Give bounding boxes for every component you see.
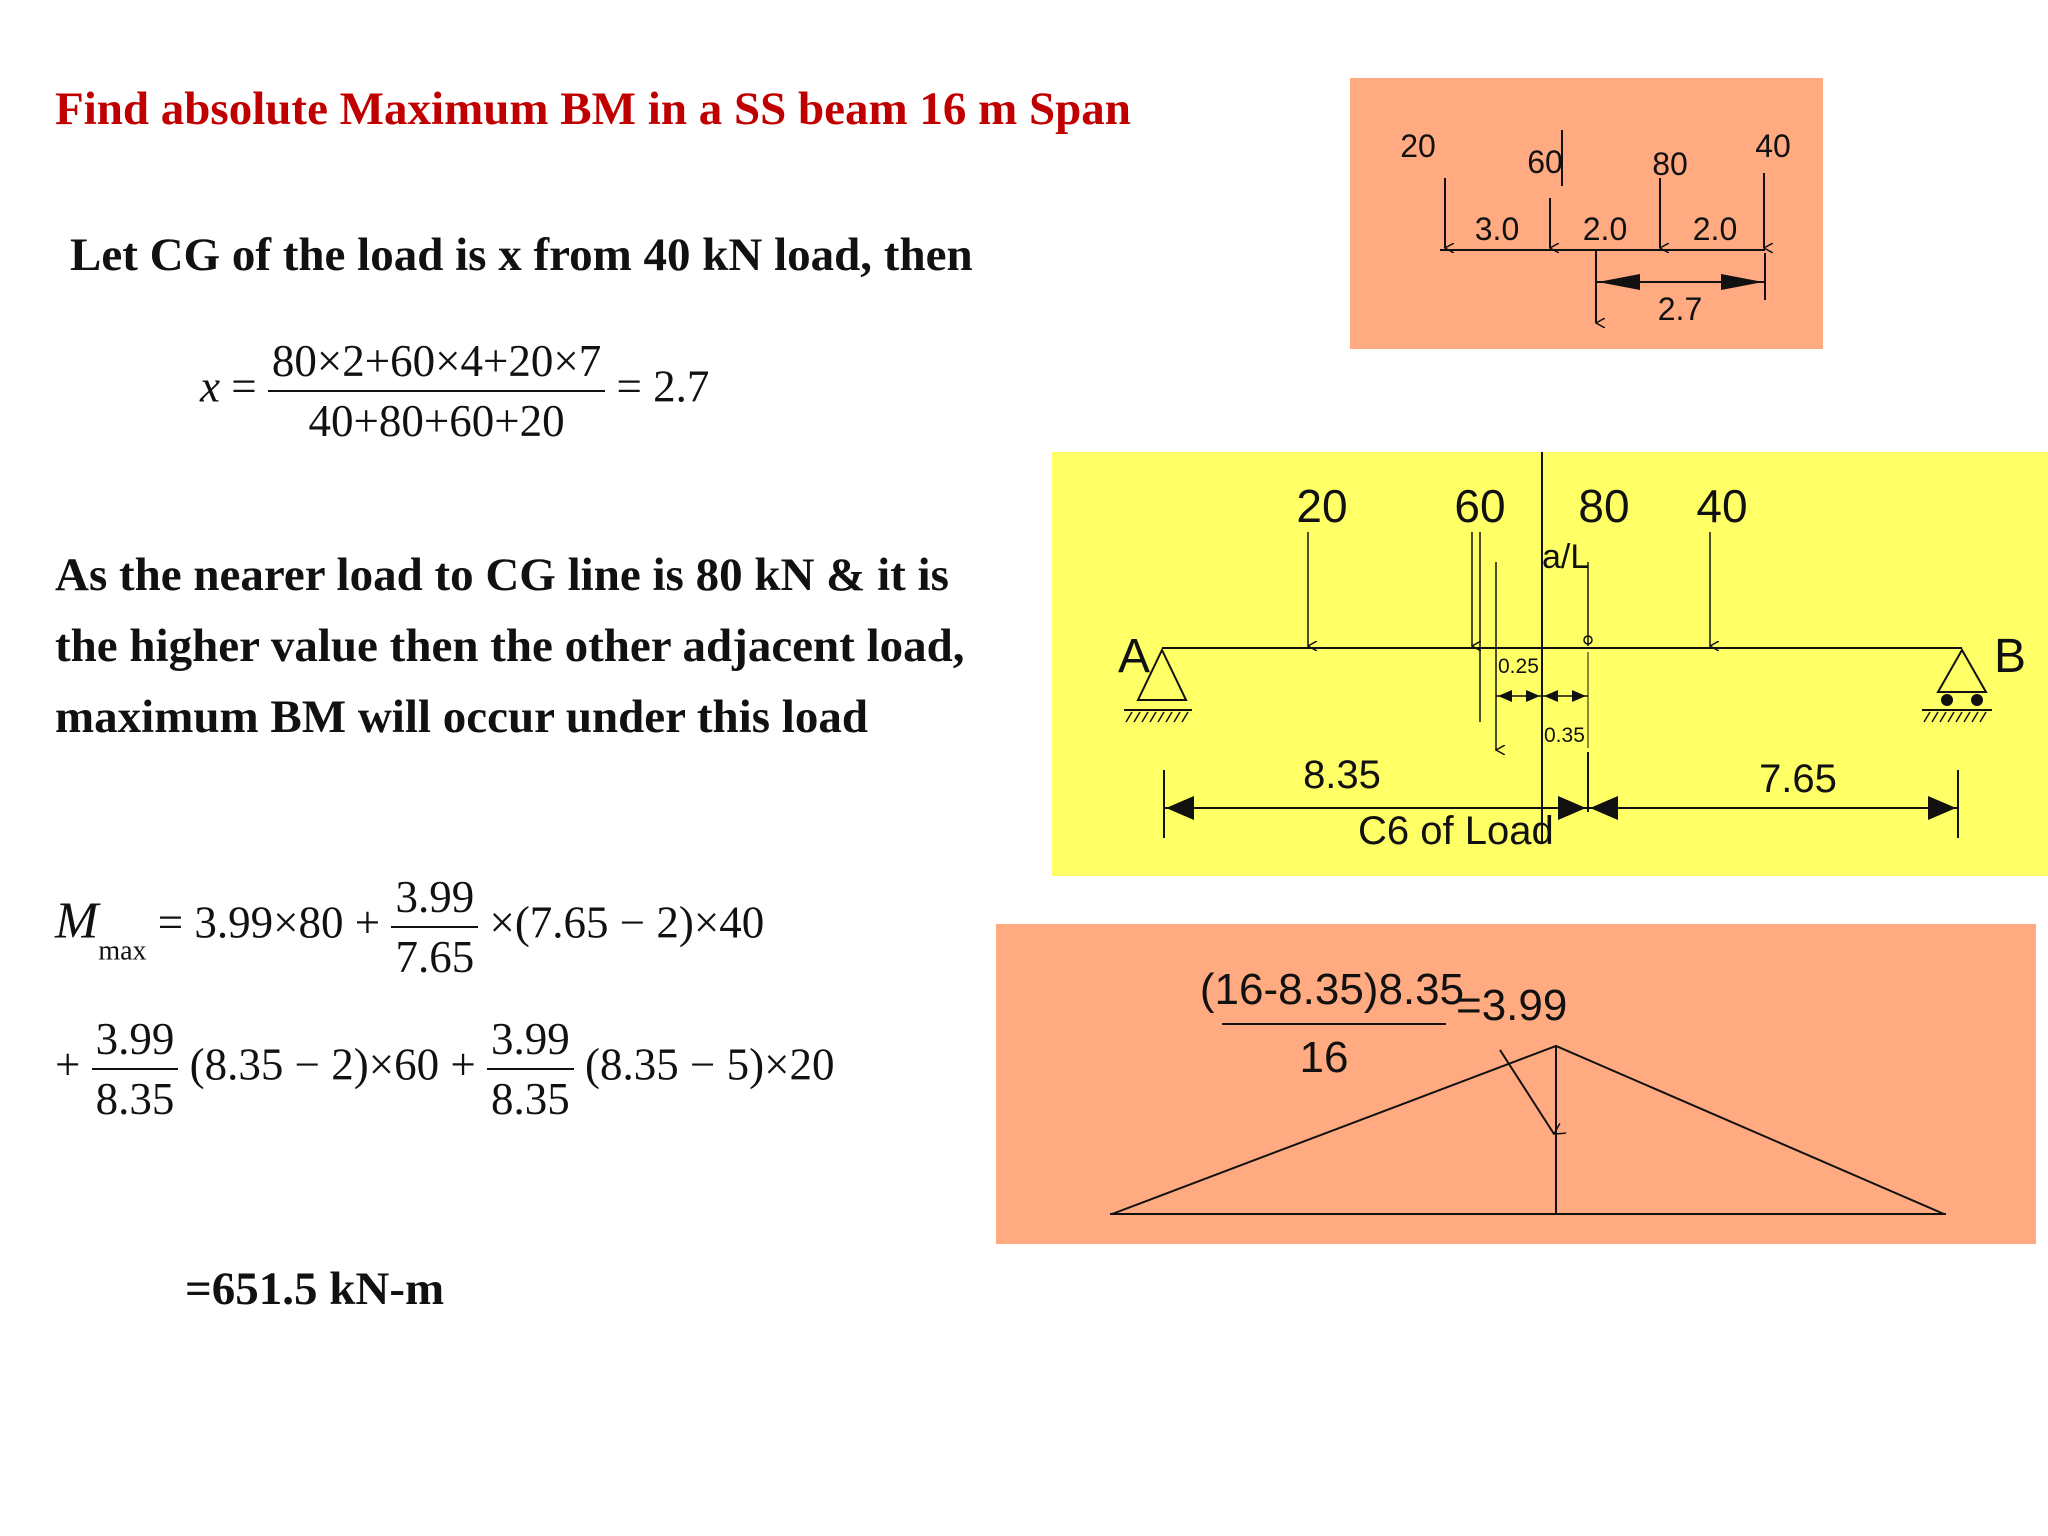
spacing-label-2-0-a: 2.0 bbox=[1582, 211, 1628, 247]
load-label-40: 40 bbox=[1755, 128, 1791, 164]
x-fraction bbox=[268, 332, 605, 450]
support-label-b: B bbox=[1994, 630, 2027, 683]
ild-background bbox=[996, 924, 2036, 1244]
mmax-equation-line-2 bbox=[55, 1010, 834, 1128]
mmax-part-1: = 3.99×80 + bbox=[157, 897, 381, 948]
ild-formula-denominator: 16 bbox=[1299, 1033, 1349, 1082]
support-b-wheel-1 bbox=[1941, 694, 1953, 706]
max-subscript: max bbox=[98, 935, 147, 967]
plus-sign: + bbox=[55, 1039, 81, 1090]
beam-load-20: 20 bbox=[1296, 480, 1348, 532]
beam-load-80: 80 bbox=[1578, 480, 1630, 532]
x-numerator: 80×2+60×4+20×7 bbox=[268, 332, 605, 392]
beam-load-60: 60 bbox=[1454, 480, 1506, 532]
support-b-wheel-2 bbox=[1971, 694, 1983, 706]
right-distance-label: 7.65 bbox=[1759, 757, 1837, 801]
spacing-label-2-0-b: 2.0 bbox=[1692, 211, 1738, 247]
fraction-2-denominator: 8.35 bbox=[95, 1074, 175, 1124]
x-equation bbox=[200, 332, 709, 450]
al-label: a/L bbox=[1542, 538, 1590, 576]
influence-line-diagram bbox=[996, 924, 2036, 1244]
load-label-60: 60 bbox=[1527, 144, 1563, 180]
paragraph-line-2: the higher value then the other adjacent load, bbox=[55, 620, 965, 672]
offset-label-0-25: 0.25 bbox=[1498, 655, 1539, 678]
result-value: =651.5 kN-m bbox=[185, 1263, 445, 1315]
fraction-3-numerator: 3.99 bbox=[487, 1010, 574, 1070]
fraction-1-numerator: 3.99 bbox=[391, 868, 478, 928]
mmax-part-4: (8.35 − 5)×20 bbox=[585, 1039, 835, 1090]
load-label-20: 20 bbox=[1400, 128, 1436, 164]
m-symbol: M bbox=[55, 892, 99, 950]
fraction-3-denominator: 8.35 bbox=[491, 1074, 570, 1124]
ild-formula-numerator: (16-8.35)8.35 bbox=[1199, 965, 1465, 1014]
mmax-fraction-3 bbox=[487, 1010, 574, 1128]
cg-of-load-label: C6 of Load bbox=[1358, 809, 1554, 853]
x-result: = 2.7 bbox=[616, 361, 710, 412]
x-denominator: 40+80+60+20 bbox=[308, 396, 565, 446]
fraction-1-denominator: 7.65 bbox=[395, 932, 475, 982]
mmax-fraction-2 bbox=[92, 1010, 179, 1128]
ild-formula-result: =3.99 bbox=[1456, 981, 1568, 1030]
beam-load-40: 40 bbox=[1696, 480, 1748, 532]
paragraph-line-3: maximum BM will occur under this load bbox=[55, 691, 868, 743]
x-symbol: x bbox=[200, 361, 220, 412]
left-distance-label: 8.35 bbox=[1303, 753, 1381, 797]
load-label-80: 80 bbox=[1652, 146, 1688, 182]
cg-statement: Let CG of the load is x from 40 kN load, then bbox=[70, 229, 973, 281]
mmax-fraction-1 bbox=[391, 868, 478, 986]
support-label-a: A bbox=[1118, 630, 1151, 683]
beam-diagram bbox=[1052, 452, 2048, 876]
equals-sign: = bbox=[231, 361, 257, 412]
mmax-part-3: (8.35 − 2)×60 + bbox=[189, 1039, 476, 1090]
spacing-label-3-0: 3.0 bbox=[1474, 211, 1520, 247]
mmax-part-2: ×(7.65 − 2)×40 bbox=[489, 897, 765, 948]
fraction-2-numerator: 3.99 bbox=[92, 1010, 179, 1070]
load-arrangement-diagram bbox=[1350, 78, 1823, 349]
explanation-paragraph bbox=[55, 540, 1065, 753]
paragraph-line-1: As the nearer load to CG line is 80 kN & it is bbox=[55, 549, 949, 601]
mmax-equation-line-1 bbox=[55, 868, 764, 986]
page-title: Find absolute Maximum BM in a SS beam 16 m Span bbox=[55, 83, 1131, 135]
offset-label-0-35: 0.35 bbox=[1544, 724, 1585, 747]
cg-distance-label: 2.7 bbox=[1657, 291, 1703, 327]
